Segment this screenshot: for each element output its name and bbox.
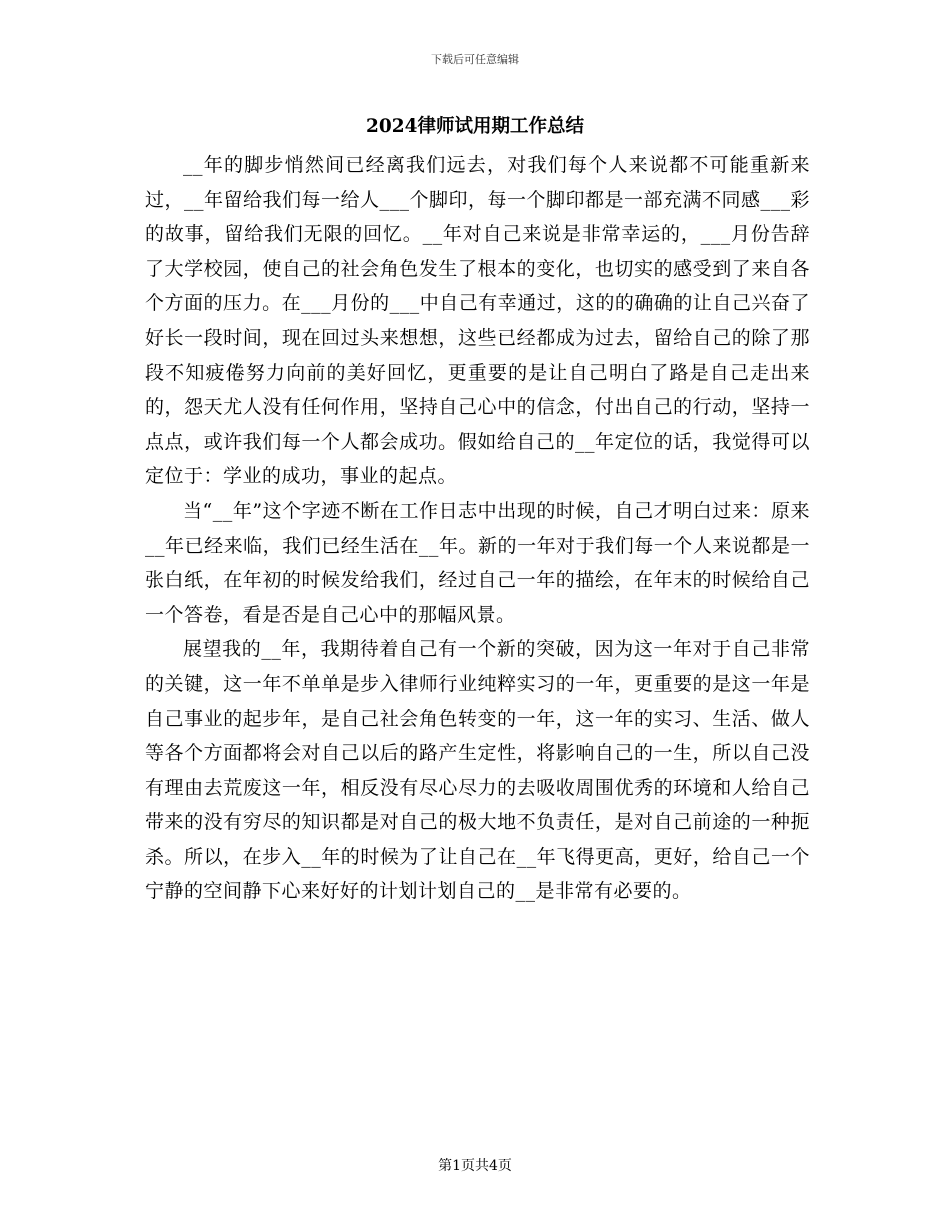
page-number: 第1页共4页 [438, 1158, 512, 1174]
page-header-note: 下载后可任意编辑 [431, 53, 519, 66]
paragraph-2: 当“__年”这个字迹不断在工作日志中出现的时候，自己才明白过来：原来__年已经来临，我们已经生活在__年。新的一年对于我们每一个人来说都是一张白纸，在年初的时候发给我们，经过自己一年的描绘，在年末的时候给自己一个答卷，看是否是自己心中的那幅风景。 [145, 499, 810, 626]
paragraph-1: __年的脚步悄然间已经离我们远去，对我们每个人来说都不可能重新来过，__年留给我们每一给人___个脚印，每一个脚印都是一部充满不同感___彩的故事，留给我们无限的回忆。__年对自己来说是非常幸运的，___月份告辞了大学校园，使自己的社会角色发生了根本的变化，也切实的感受到了来自各个方面的压力。在___月份的___中自己有幸通过，这的的确确的让自己兴奋了好长一段时间，现在回过头来想想，这些已经都成为过去，留给自己的除了那段不知疲倦努力向前的美好回忆，更重要的是让自己明白了路是自己走出来的，怨天尤人没有任何作用，坚持自己心中的信念，付出自己的行动，坚持一点点，或许我们每一个人都会成功。假如给自己的__年定位的话，我觉得可以定位于：学业的成功，事业的起点。 [145, 154, 811, 488]
document-body [145, 148, 810, 909]
document-title: 2024律师试用期工作总结 [366, 116, 584, 137]
paragraph-3: 展望我的__年，我期待着自己有一个新的突破，因为这一年对于自己非常的关键，这一年不单单是步入律师行业纯粹实习的一年，更重要的是这一年是自己事业的起步年，是自己社会角色转变的一年，这一年的实习、生活、做人等各个方面都将会对自己以后的路产生定性，将影响自己的一生，所以自己没有理由去荒废这一年，相反没有尽心尽力的去吸收周围优秀的环境和人给自己带来的没有穷尽的知识都是对自己的极大地不负责任，是对自己前途的一种扼杀。所以，在步入__年的时候为了让自己在__年飞得更高，更好，给自己一个宁静的空间静下心来好好的计划计划自己的__是非常有必要的。 [145, 638, 810, 903]
